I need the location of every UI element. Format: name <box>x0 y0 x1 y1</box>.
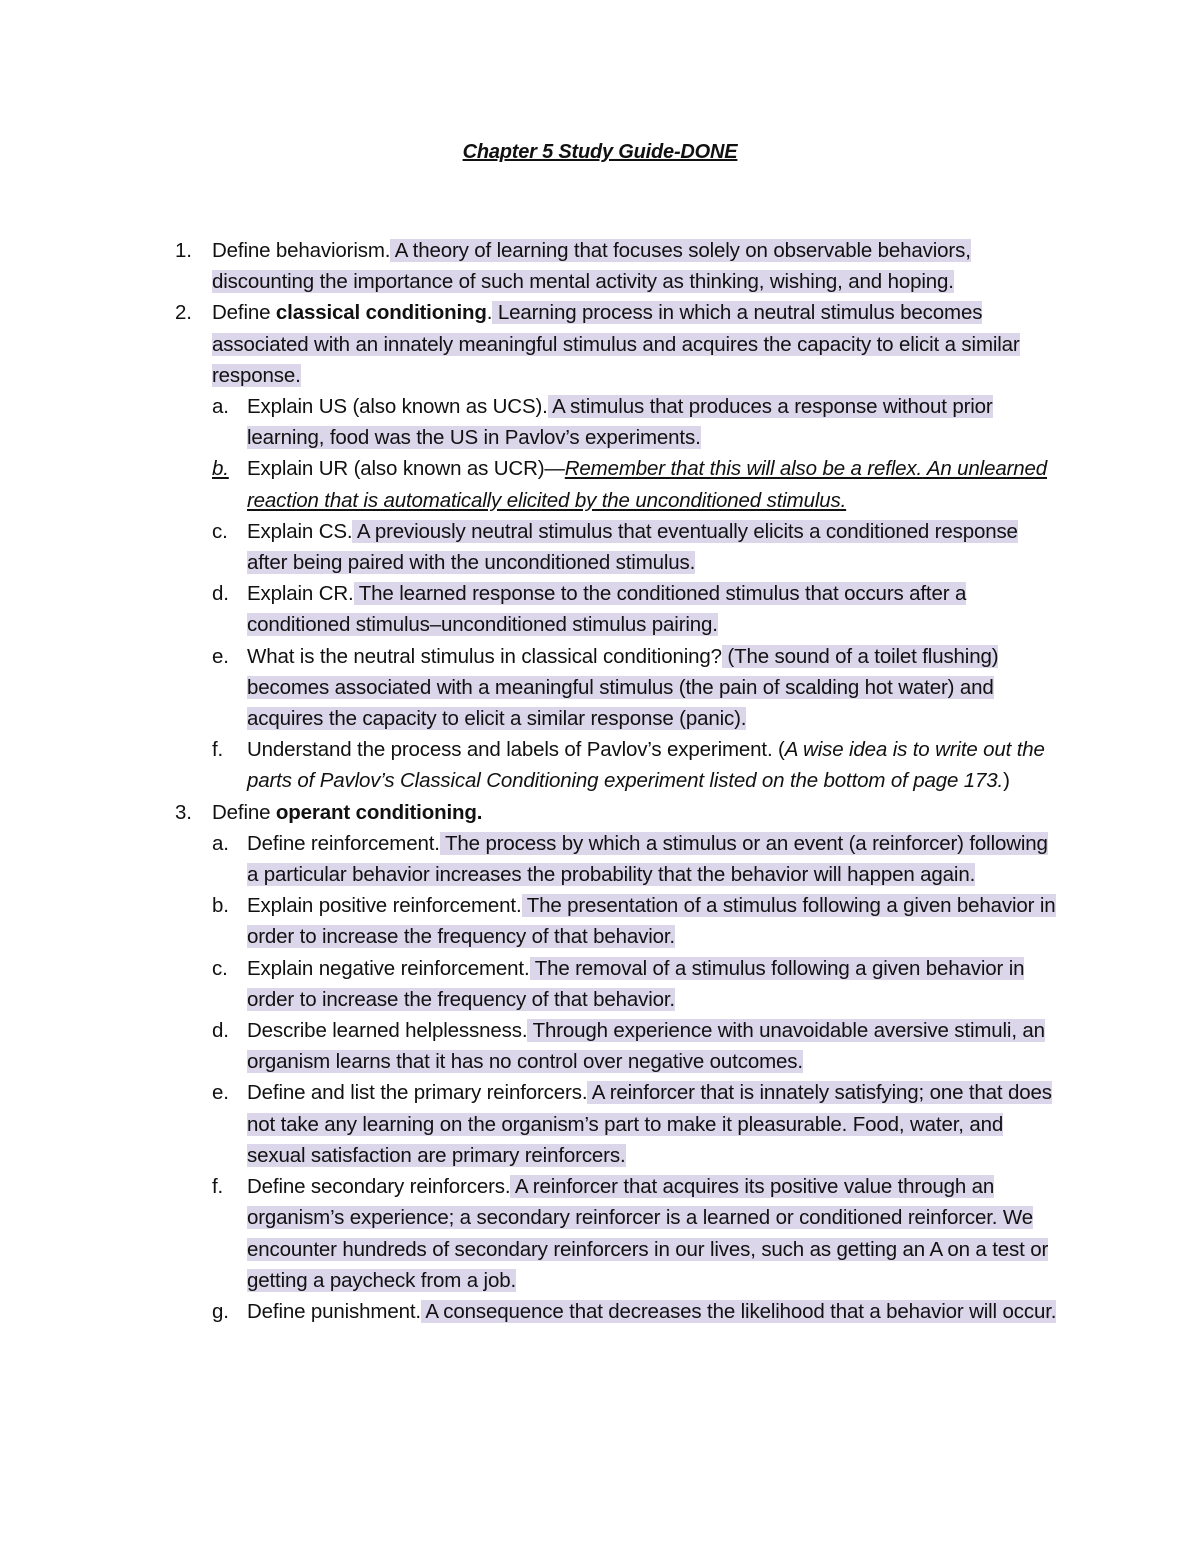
item-answer: An unlearned reaction that is automatically elicited by the unconditioned stimulus. <box>247 457 1048 512</box>
item-letter: a. <box>212 831 229 855</box>
item-question-term: classical conditioning <box>275 301 487 325</box>
item-number: 1. <box>175 239 192 262</box>
item-letter: d. <box>212 582 229 606</box>
item-letter: a. <box>212 395 229 419</box>
item-letter: e. <box>212 644 229 668</box>
item-question: Explain CS. <box>247 519 353 543</box>
list-item-2a <box>0 391 1062 453</box>
item-question: What is the neutral stimulus in classical conditioning? <box>247 644 722 668</box>
item-letter: f. <box>212 738 224 762</box>
item-question: Explain US (also known as UCS). <box>247 395 548 419</box>
item-letter: c. <box>212 519 228 543</box>
item-answer: (The sound of a toilet flushing) becomes associated with a meaningful stimulus (the pain of scalding hot water) and acquires the capacity to elicit a similar response (panic). <box>247 644 999 731</box>
item-question: Define secondary reinforcers. <box>247 1175 511 1199</box>
item-question: Understand the process and labels of Pavlov’s experiment. ( <box>247 738 785 762</box>
list-item-3 <box>0 797 1062 828</box>
list-item-2b <box>0 453 1062 515</box>
list-item-3g <box>0 1296 1062 1327</box>
item-letter: b. <box>212 457 229 481</box>
item-answer: A theory of learning that focuses solely on observable behaviors, discounting the importance of such mental activity as thinking, wishing, and hoping. <box>212 239 971 294</box>
item-question-prefix: Define <box>212 301 276 325</box>
item-letter: e. <box>212 1081 229 1105</box>
item-answer: A reinforcer that is innately satisfying; one that does not take any learning on the organism’s part to make it pleasurable. Food, water, and sexual satisfaction are primary reinforcers. <box>247 1081 1052 1167</box>
list-item-1 <box>0 235 1062 297</box>
list-item-2d <box>0 578 1062 640</box>
item-question-suffix: . <box>486 301 493 325</box>
item-answer: The presentation of a stimulus following a given behavior in order to increase the frequency of that behavior. <box>247 894 1056 949</box>
item-question: Explain negative reinforcement. <box>247 956 530 980</box>
item-question: Explain UR (also known as UCR)— <box>247 457 565 481</box>
item-answer: A consequence that decreases the likelihood that a behavior will occur. <box>420 1299 1057 1323</box>
item-answer: Through experience with unavoidable aversive stimuli, an organism learns that it has no control over negative outcomes. <box>247 1019 1045 1074</box>
document-title: Chapter 5 Study Guide-DONE <box>462 141 738 163</box>
item-answer: A previously neutral stimulus that eventually elicits a conditioned response after being paired with the unconditioned stimulus. <box>247 519 1018 575</box>
item-question: Define behaviorism. <box>212 239 391 262</box>
item-question: Define reinforcement. <box>247 831 440 855</box>
list-item-3d <box>0 1015 1062 1077</box>
item-letter: g. <box>212 1299 229 1323</box>
item-letter: c. <box>212 956 228 980</box>
item-question: Define punishment. <box>247 1299 421 1323</box>
item-note: A wise idea is to write out the parts of Pavlov’s Classical Conditioning experiment listed on the bottom of page 173. <box>247 738 1045 793</box>
item-answer: The learned response to the conditioned stimulus that occurs after a conditioned stimulus–unconditioned stimulus pairing. <box>247 582 967 637</box>
list-item-2f <box>0 734 1062 796</box>
item-number: 2. <box>175 301 192 325</box>
item-question-end: ) <box>1003 769 1010 793</box>
study-guide-list <box>0 235 1200 1327</box>
item-answer: A reinforcer that acquires its positive value through an organism’s experience; a secondary reinforcer is a learned or conditioned reinforcer. We encounter hundreds of secondary reinforcers in our lives, such as getting an A on a test or getting a paycheck from a job. <box>247 1175 1049 1292</box>
list-item-3c <box>0 953 1062 1015</box>
list-item-3a <box>0 828 1062 890</box>
list-item-2c <box>0 516 1062 578</box>
list-item-3f <box>0 1171 1062 1296</box>
list-item-3e <box>0 1077 1062 1171</box>
item-question: Describe learned helplessness. <box>247 1019 528 1043</box>
item-answer: The process by which a stimulus or an event (a reinforcer) following a particular behavior increases the probability that the behavior will happen again. <box>247 831 1048 887</box>
list-item-2e <box>0 641 1062 735</box>
item-answer: The removal of a stimulus following a given behavior in order to increase the frequency of that behavior. <box>247 956 1025 1011</box>
list-item-3b <box>0 890 1062 952</box>
list-item-2 <box>0 297 1062 391</box>
item-answer: A stimulus that produces a response without prior learning, food was the US in Pavlov’s experiments. <box>247 395 993 450</box>
item-question: Explain positive reinforcement. <box>247 894 522 918</box>
item-answer: Learning process in which a neutral stimulus becomes associated with an innately meaningful stimulus and acquires the capacity to elicit a similar response. <box>212 301 1020 387</box>
item-letter: b. <box>212 894 229 918</box>
item-question-term: operant conditioning. <box>275 800 483 824</box>
item-question-prefix: Define <box>212 800 276 824</box>
item-question: Explain CR. <box>247 582 354 606</box>
item-note: Remember that this will also be a reflex. <box>564 457 923 481</box>
item-number: 3. <box>175 800 192 824</box>
item-letter: f. <box>212 1175 224 1199</box>
item-letter: d. <box>212 1019 229 1043</box>
item-question: Define and list the primary reinforcers. <box>247 1081 588 1105</box>
